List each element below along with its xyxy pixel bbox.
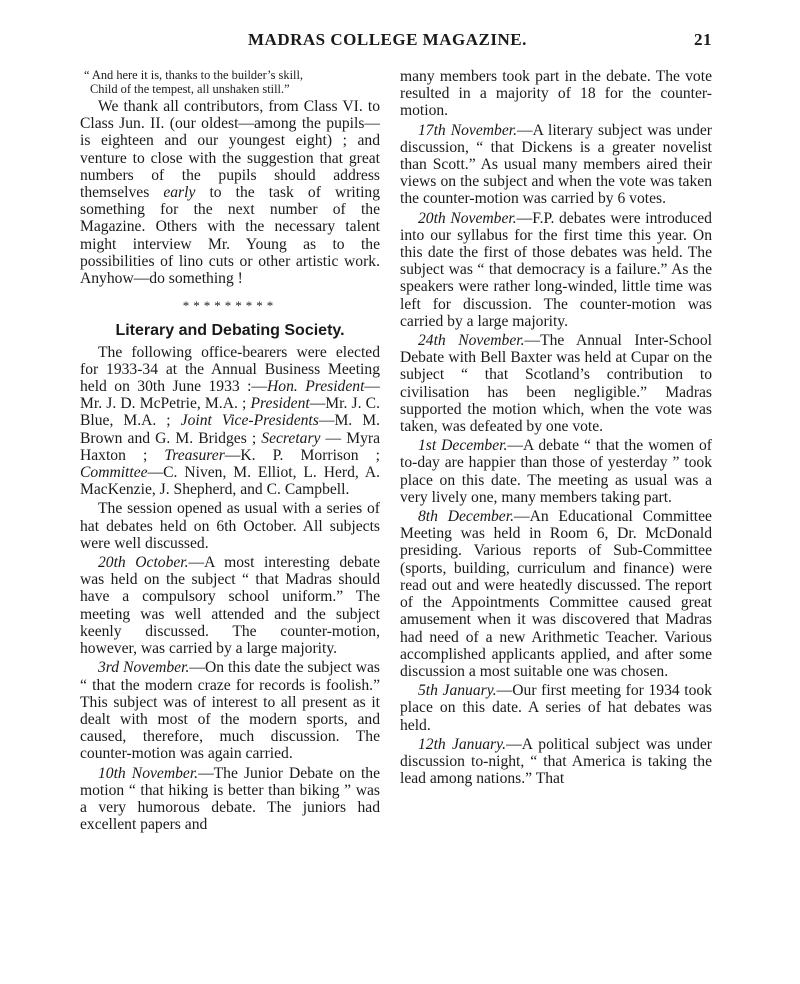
entry-nov-20: 20th November.—F.P. debates were introduced into our syllabus for the first time this year. On this date the first of those debates was held. The subject was “ that democracy is a failure.” As the speakers were rather long-winded, little time was left for discussion. The counter-motion was carried by a large majority. xyxy=(400,209,712,330)
page-number: 21 xyxy=(694,30,712,49)
quote-line-2: Child of the tempest, all unshaken still.” xyxy=(90,82,290,96)
entry-nov-17: 17th November.—A literary subject was under discussion, “ that Dickens is a greater novelist than Scott.” As usual many members aired their views on the subject and when the vote was taken the counter-motion was carried by 6 votes. xyxy=(400,121,712,208)
running-title: MADRAS COLLEGE MAGAZINE. xyxy=(248,30,527,49)
entry-dec-8: 8th December.—An Educational Committee Meeting was held in Room 6, Dr. McDonald presiding. Various reports of Sub-Committee (sports, building, curriculum and finance) were read out and were heatedly discussed. The report of the Appointments Committee caused great amusement when it was discovered that Madras had need of a new Arithmetic Teacher. Various accomplished applicants applied, and after some discussion a most suitable one was chosen. xyxy=(400,508,712,680)
entry-date: 5th January. xyxy=(418,682,497,700)
quote-line-1: “ And here it is, thanks to the builder’s skill, xyxy=(84,68,303,82)
page-header xyxy=(80,30,712,54)
right-column xyxy=(400,68,712,789)
entry-dec-1: 1st December.—A debate “ that the women of to-day are happier than those of yesterday ” took place on this date. The meeting as usual was a very lively one, many members taking part. xyxy=(400,437,712,506)
verse-quote xyxy=(80,68,380,96)
section-heading: Literary and Debating Society. xyxy=(115,322,345,340)
office-bearers-paragraph: The following office-bearers were elected for 1933-34 at the Annual Business Meeting held on 30th June 1933 :—Hon. President—Mr. J. D. McPetrie, M.A. ; President—Mr. J. C. Blue, M.A. ; Joint Vice-Presidents—M. M. Brown and G. M. Bridges ; Secretary — Myra Haxton ; Treasurer—K. P. Morrison ; Committee—C. Niven, M. Elliot, L. Herd, A. MacKenzie, J. Shepherd, and C. Campbell. xyxy=(80,343,381,499)
entry-nov-10: 10th November.—The Junior Debate on the motion “ that hiking is better than biking ” was a very humorous debate. The juniors had excellent papers and xyxy=(80,764,380,834)
entry-date: 8th December. xyxy=(418,508,514,526)
left-column xyxy=(80,68,380,835)
entry-oct-20: 20th October.—A most interesting debate was held on the subject “ that Madras should have a compulsory school uniform.” The meeting was well attended and the subject keenly discussed. The counter-motion, however, was carried by a large majority. xyxy=(80,554,381,658)
continued-paragraph: many members took part in the debate. The vote resulted in a majority of 18 for the counter-motion. xyxy=(400,68,712,120)
entry-date: 3rd November. xyxy=(98,659,190,677)
entry-date: 10th November. xyxy=(98,764,199,782)
entry-jan-12: 12th January.—A political subject was under discussion to-night, “ that America is taking the lead among nations.” That xyxy=(400,735,712,788)
entry-date: 24th November. xyxy=(418,332,525,350)
entry-date: 1st December. xyxy=(418,437,508,455)
entry-date: 20th November. xyxy=(418,209,517,227)
session-paragraph: The session opened as usual with a series of hat debates held on 6th October. All subjects were well discussed. xyxy=(80,500,380,552)
entry-date: 17th November. xyxy=(418,121,517,139)
section-divider: ********* xyxy=(182,298,278,314)
thanks-paragraph: We thank all contributors, from Class VI. to Class Jun. II. (our oldest—among the pupils—is eighteen and our youngest eight) ; and venture to close with the suggestion that great numbers of the pupils should address themselves early to the task of writing something for the next number of the Magazine. Others with the necessary talent might interview Mr. Young as to the possibilities of lino cuts or other artistic work. Anyhow—do something ! xyxy=(80,98,380,288)
emphasis-early: early xyxy=(163,184,196,202)
entry-date: 20th October. xyxy=(98,554,189,572)
entry-date: 12th January. xyxy=(418,735,507,753)
entry-jan-5: 5th January.—Our first meeting for 1934 took place on this date. A series of hat debates was held. xyxy=(400,682,712,734)
entry-nov-24: 24th November.—The Annual Inter-School Debate with Bell Baxter was held at Cupar on the subject “ that Scotland’s contribution to civilisation has been negligible.” Madras supported the motion which, when the vote was taken, was defeated by one vote. xyxy=(400,332,712,436)
entry-nov-3: 3rd November.—On this date the subject was “ that the modern craze for records is foolish.” This subject was of interest to all present as it dealt with most of the modern sports, and caused, therefore, much discussion. The counter-motion was again carried. xyxy=(80,659,380,763)
